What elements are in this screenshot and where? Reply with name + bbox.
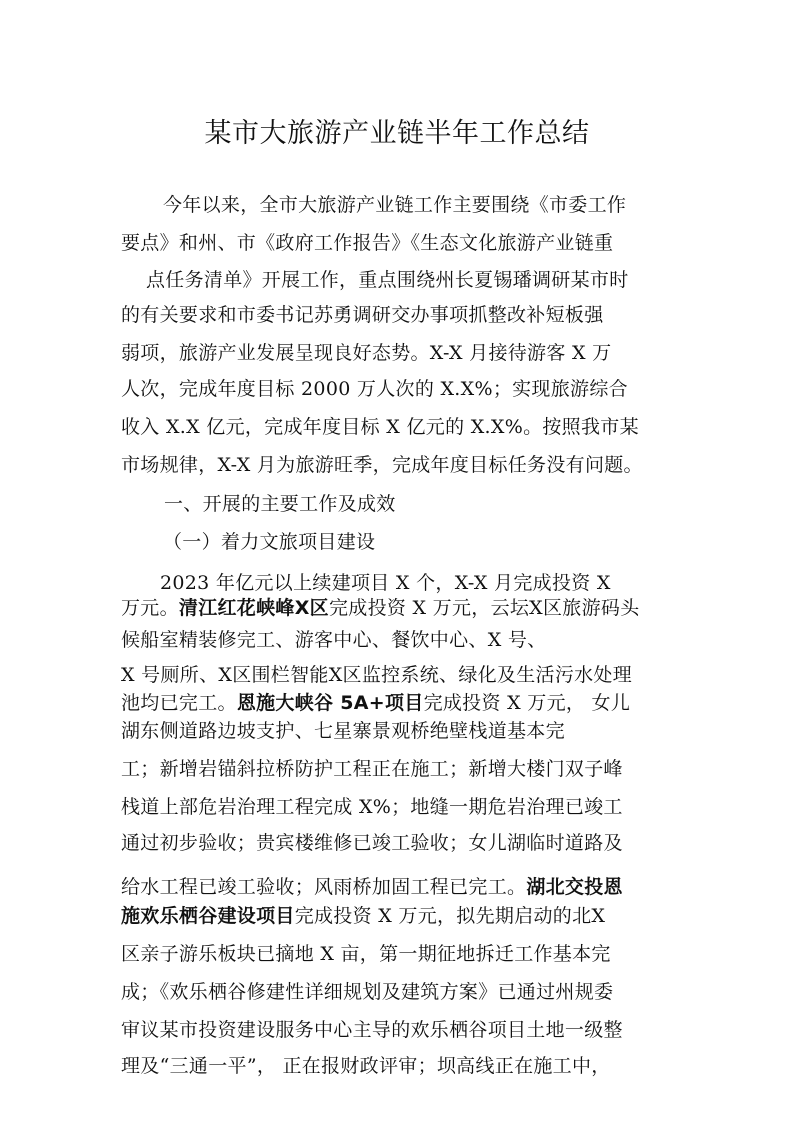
paragraph-line: 候船室精装修完工、游客中心、餐饮中心、X 号、 bbox=[121, 629, 547, 651]
text-run: 给水工程已竣工验收；风雨桥加固工程已完工。 bbox=[121, 876, 527, 898]
project-name-bold: 施欢乐栖谷建设项目 bbox=[121, 905, 295, 927]
paragraph-line: 2023 年亿元以上续建项目 X 个，X-X 月完成投资 X bbox=[160, 572, 611, 594]
paragraph-line: 收入 X.X 亿元，完成年度目标 X 亿元的 X.X%。按照我市某 bbox=[121, 416, 639, 438]
text-run: 池均已完工。 bbox=[121, 692, 237, 714]
subsection-heading: （一）着力文旅项目建设 bbox=[163, 531, 376, 553]
paragraph-line: 今年以来，全市大旅游产业链工作主要围绕《市委工作 bbox=[163, 194, 627, 216]
paragraph-line: 要点》和州、市《政府工作报告》《生态文化旅游产业链重 bbox=[121, 232, 614, 254]
paragraph-line: 通过初步验收；贵宾楼维修已竣工验收；女儿湖临时道路及 bbox=[121, 832, 623, 854]
paragraph-line: 栈道上部危岩治理工程完成 X%；地缝一期危岩治理已竣工 bbox=[121, 796, 623, 818]
paragraph-line: 人次，完成年度目标 2000 万人次的 X.X%；实现旅游综合 bbox=[121, 378, 628, 400]
paragraph-line: X 号厕所、X区围栏智能X区监控系统、绿化及生活污水处理 bbox=[121, 664, 633, 686]
paragraph-line: 点任务清单》开展工作，重点围绕州长夏锡璠调研某市时 bbox=[146, 269, 629, 291]
paragraph-line: 工；新增岩锚斜拉桥防护工程正在施工；新增大楼门双子峰 bbox=[121, 758, 623, 780]
paragraph-line: 审议某市投资建设服务中心主导的欢乐栖谷项目土地一级整 bbox=[121, 1019, 623, 1041]
paragraph-line: 理及“三通一平”， 正在报财政评审；坝高线正在施工中， bbox=[121, 1055, 611, 1077]
text-run: 完成投资 X 万元，拟先期启动的北X bbox=[294, 905, 606, 927]
text-run: 完成投资 X 万元， 女儿 bbox=[423, 692, 631, 714]
paragraph-line: 市场规律，X-X 月为旅游旺季，完成年度目标任务没有问题。 bbox=[121, 454, 643, 476]
project-name-bold: 清江红花峡峰X区 bbox=[178, 597, 329, 619]
paragraph-line bbox=[121, 591, 640, 625]
section-heading: 一、开展的主要工作及成效 bbox=[164, 493, 396, 515]
paragraph-line: 弱项，旅游产业发展呈现良好态势。X-X 月接待游客 X 万 bbox=[121, 342, 612, 364]
paragraph-line bbox=[121, 899, 605, 933]
paragraph-line: 湖东侧道路边坡支护、七星寨景观桥绝壁栈道基本完 bbox=[121, 720, 565, 742]
paragraph-line: 区亲子游乐板块已摘地 X 亩，第一期征地拆迁工作基本完 bbox=[121, 943, 611, 965]
text-run: 完成投资 X 万元，云坛X区旅游码头 bbox=[328, 597, 640, 619]
text-run: 万元。 bbox=[121, 597, 179, 619]
document-title: 某市大旅游产业链半年工作总结 bbox=[204, 118, 590, 149]
paragraph-line: 的有关要求和市委书记苏勇调研交办事项抓整改补短板强 bbox=[121, 304, 604, 326]
paragraph-line: 成；《欢乐栖谷修建性详细规划及建筑方案》已通过州规委 bbox=[121, 981, 614, 1003]
project-name-bold: 湖北交投恩 bbox=[526, 876, 623, 898]
project-name-bold: 恩施大峡谷 5A+项目 bbox=[236, 692, 424, 714]
